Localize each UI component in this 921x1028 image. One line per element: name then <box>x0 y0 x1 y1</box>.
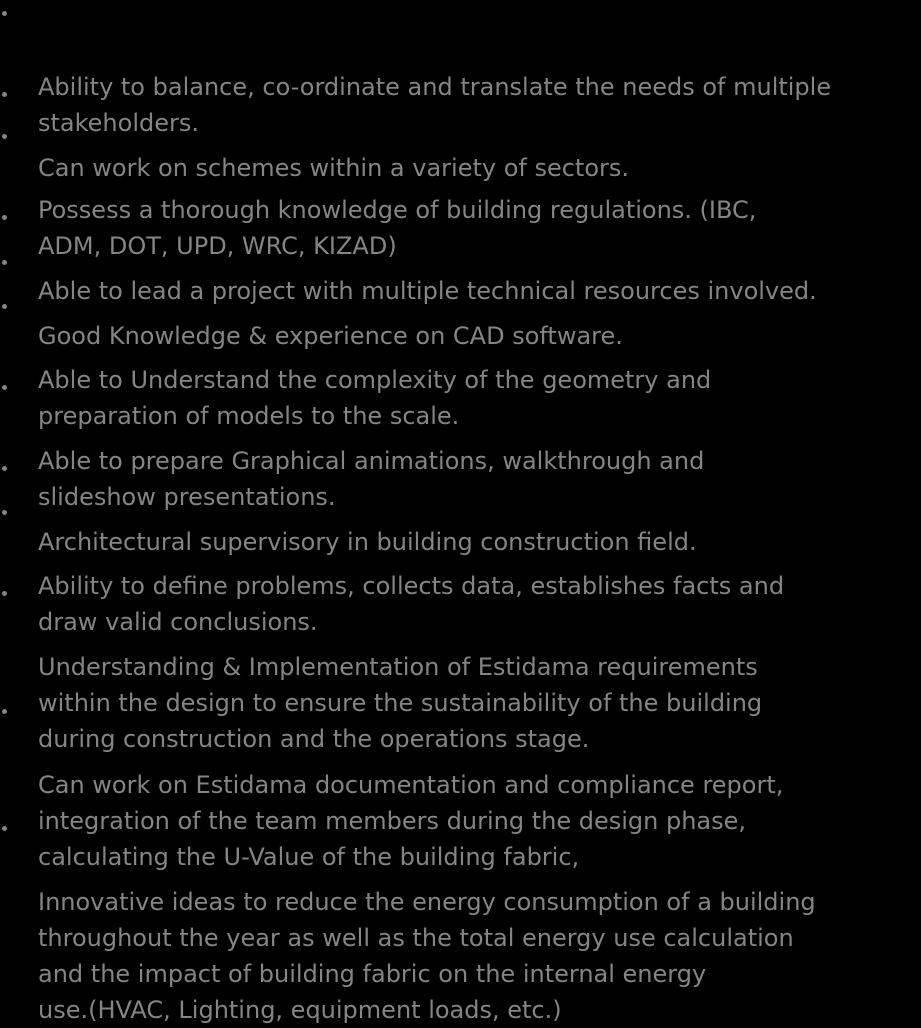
bullet-dot-icon <box>2 215 7 220</box>
list-item-text: Able to lead a project with multiple technical resources involved. <box>38 277 817 305</box>
list-item-text: Able to prepare Graphical animations, walkthrough and slideshow presentations. <box>38 447 705 511</box>
list-item-text: Can work on Estidama documentation and compliance report, integration of the team members during the design phase, calculating the U-Value of the building fabric, <box>38 771 784 871</box>
bullet-dot-icon <box>2 709 7 714</box>
list-item-text: Possess a thorough knowledge of building regulations. (IBC, ADM, DOT, UPD, WRC, KIZAD) <box>38 196 757 260</box>
bullet-dot-icon <box>2 260 7 265</box>
bullet-dot-icon <box>2 385 7 390</box>
list-item-text: Ability to define problems, collects data, establishes facts and draw valid conclusions. <box>38 572 785 636</box>
list-item-text: Able to Understand the complexity of the geometry and preparation of models to the scale. <box>38 366 712 430</box>
bullet-dot-icon <box>2 591 7 596</box>
bullet-dot-icon <box>2 11 7 16</box>
list-item-text: Can work on schemes within a variety of sectors. <box>38 154 630 182</box>
bullet-dot-icon <box>2 92 7 97</box>
list-item-text: Good Knowledge & experience on CAD software. <box>38 322 623 350</box>
bullet-dot-icon <box>2 134 7 139</box>
bullet-dot-icon <box>2 826 7 831</box>
list-item-text: Architectural supervisory in building construction field. <box>38 528 697 556</box>
bullet-dot-icon <box>2 510 7 515</box>
list-item-text: Innovative ideas to reduce the energy consumption of a building throughout the year as well as the total energy use calculation and the impact of building fabric on the internal energy use.(HVAC, Lighting, equipment loads, etc.) <box>38 888 816 1024</box>
list-item <box>38 812 917 1028</box>
bullet-dot-icon <box>2 466 7 471</box>
bullet-dot-icon <box>2 304 7 309</box>
list-item-text: Understanding & Implementation of Estidama requirements within the design to ensure the sustainability of the building during construction and the operations stage. <box>38 653 763 753</box>
list-item-text: Ability to balance, co-ordinate and translate the needs of multiple stakeholders. <box>38 73 832 137</box>
